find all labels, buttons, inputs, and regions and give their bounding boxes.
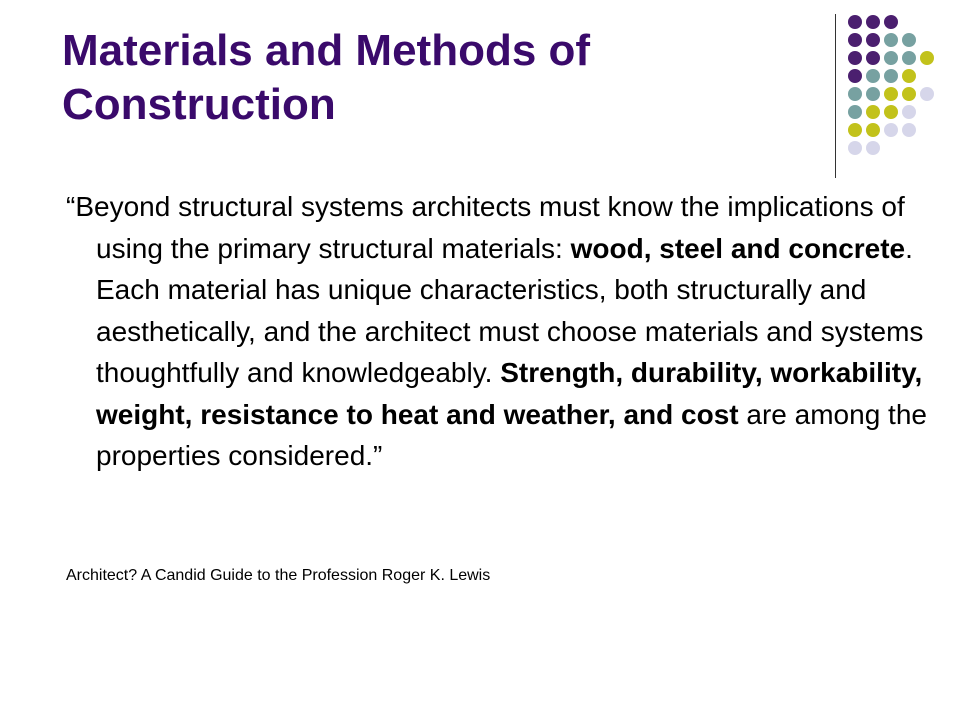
decorative-dot-lavender — [848, 141, 862, 155]
decorative-dot-grid — [846, 14, 956, 154]
quote-citation: Architect? A Candid Guide to the Profession Roger K. Lewis — [66, 567, 491, 584]
decorative-dot-purple — [848, 15, 862, 29]
decorative-dot-olive — [884, 87, 898, 101]
quote-paragraph — [66, 186, 936, 477]
decorative-dot-olive — [848, 123, 862, 137]
title-divider — [835, 14, 836, 178]
decorative-dot-purple — [848, 51, 862, 65]
quote-emphasis-materials: wood, steel and concrete — [570, 232, 906, 264]
decorative-dot-teal — [848, 105, 862, 119]
slide-title: Materials and Methods of Construction — [62, 26, 591, 129]
decorative-dot-olive — [920, 51, 934, 65]
quote-text-middle: . Each material has unique characteristics, both structurally and aesthetically, and the architect must choose materials and systems thoughtfully and knowledgeably. — [96, 232, 924, 388]
decorative-dot-olive — [866, 105, 880, 119]
decorative-dot-purple — [848, 33, 862, 47]
decorative-dot-teal — [884, 51, 898, 65]
decorative-dot-lavender — [920, 87, 934, 101]
decorative-dot-purple — [884, 15, 898, 29]
decorative-dot-teal — [884, 69, 898, 83]
quote-text-close: are among the properties considered.” — [96, 398, 927, 471]
decorative-dot-purple — [866, 33, 880, 47]
decorative-dot-teal — [902, 51, 916, 65]
decorative-dot-lavender — [902, 123, 916, 137]
decorative-dot-teal — [902, 33, 916, 47]
decorative-dot-olive — [884, 105, 898, 119]
decorative-dot-olive — [902, 69, 916, 83]
decorative-dot-teal — [866, 87, 880, 101]
decorative-dot-teal — [884, 33, 898, 47]
decorative-dot-teal — [848, 87, 862, 101]
decorative-dot-purple — [866, 51, 880, 65]
quote-emphasis-properties: Strength, durability, workability, weight, resistance to heat and weather, and cost — [96, 357, 923, 430]
decorative-dot-lavender — [902, 105, 916, 119]
decorative-dot-olive — [902, 87, 916, 101]
decorative-dot-olive — [866, 123, 880, 137]
decorative-dot-lavender — [884, 123, 898, 137]
decorative-dot-purple — [866, 15, 880, 29]
decorative-dot-purple — [848, 69, 862, 83]
decorative-dot-lavender — [866, 141, 880, 155]
decorative-dot-teal — [866, 69, 880, 83]
quote-text-open: “Beyond structural systems architects must know the implications of using the primary structural materials: — [66, 191, 905, 264]
